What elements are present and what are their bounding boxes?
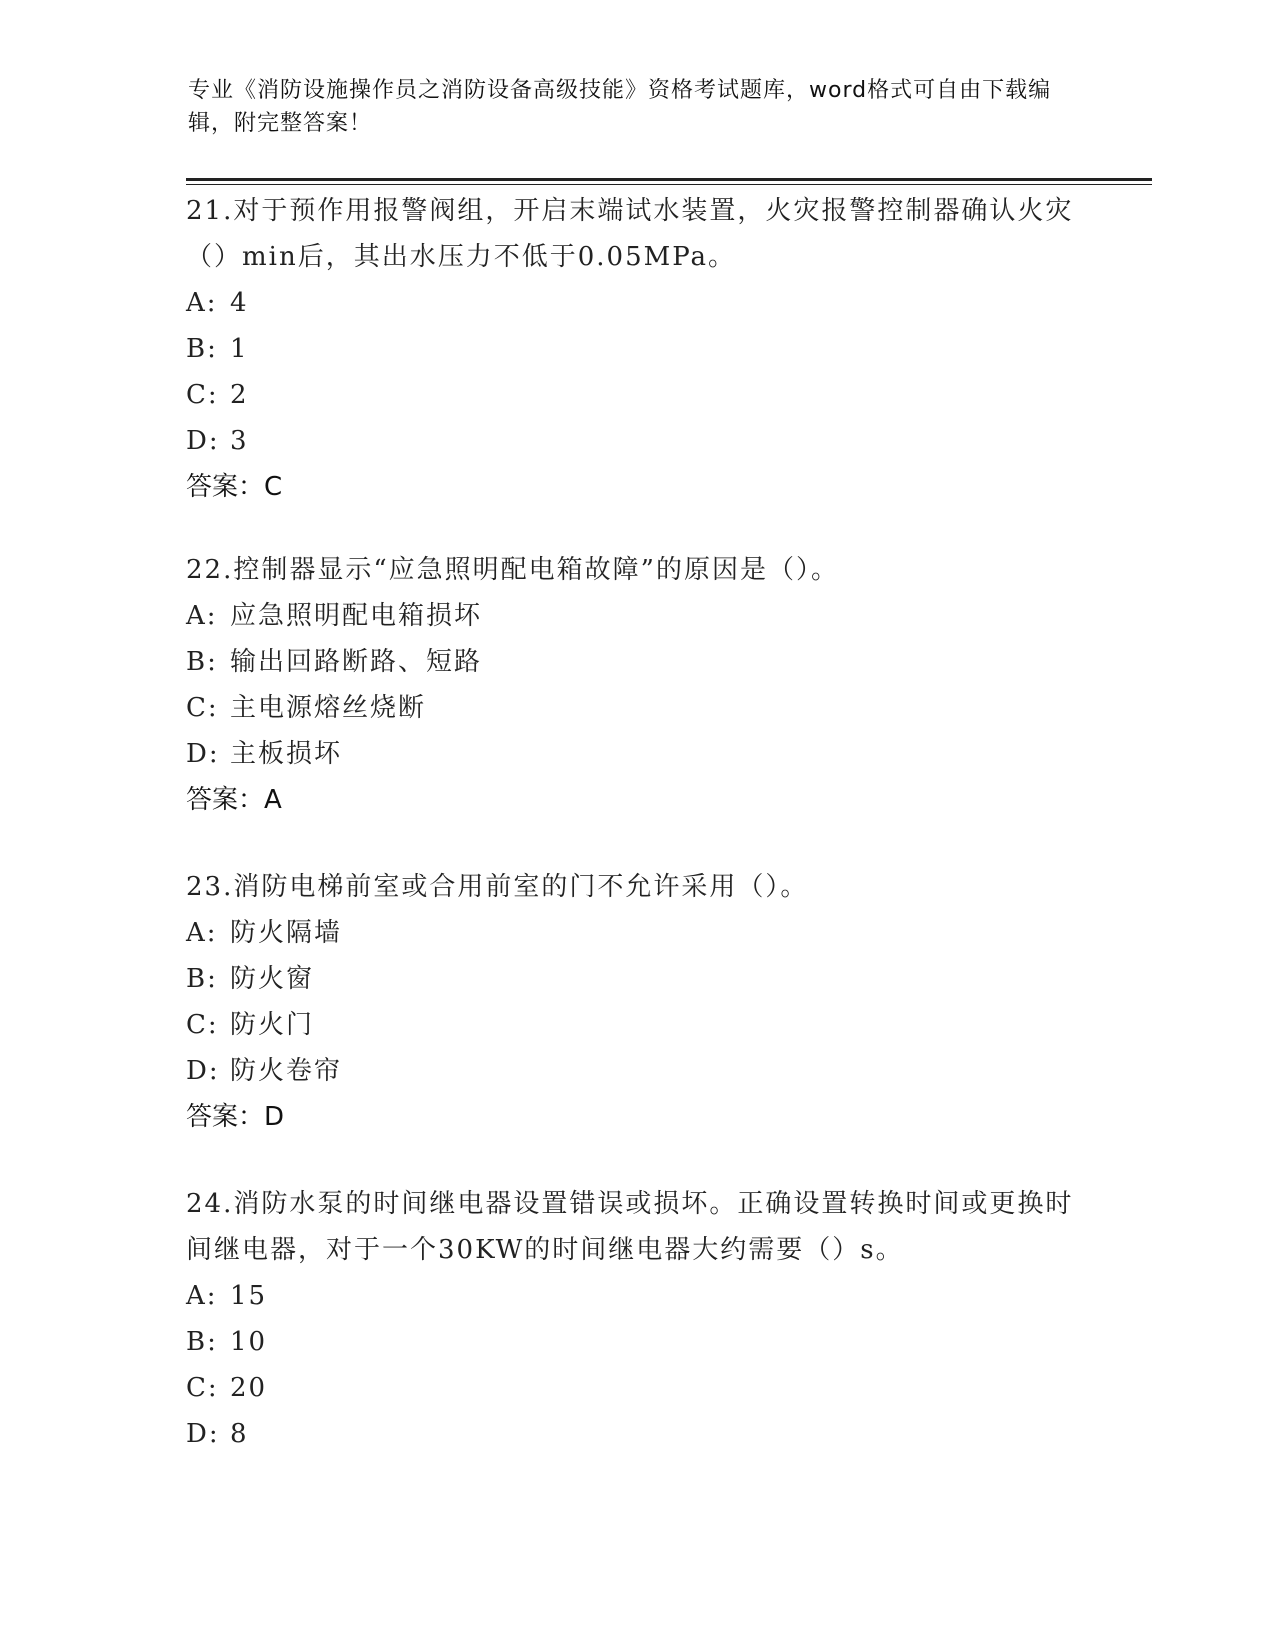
option-letter: A: <box>186 918 218 948</box>
option-letter: D: <box>186 426 220 456</box>
option-c <box>186 1365 1086 1411</box>
question-text <box>186 1181 1086 1273</box>
option-b <box>186 639 1086 685</box>
header-divider-thick <box>186 178 1152 181</box>
option-text: 15 <box>230 1281 268 1311</box>
option-text: 防火窗 <box>230 964 315 994</box>
option-b <box>186 1319 1086 1365</box>
option-a <box>186 1273 1086 1319</box>
option-d <box>186 1411 1086 1457</box>
option-text: 20 <box>230 1373 268 1403</box>
option-a <box>186 593 1086 639</box>
option-letter: B: <box>186 964 218 994</box>
answer-line: 答案：C <box>186 472 283 502</box>
option-text: 1 <box>230 334 249 364</box>
option-b <box>186 326 1086 372</box>
option-d <box>186 731 1086 777</box>
question-text <box>186 547 1086 593</box>
header-divider-thin <box>186 184 1152 185</box>
option-letter: D: <box>186 1056 220 1086</box>
option-b <box>186 956 1086 1002</box>
option-a <box>186 280 1086 326</box>
answer-line: 答案：D <box>186 1102 285 1132</box>
option-text: 防火隔墙 <box>230 918 343 948</box>
question-number: 21. <box>186 196 234 226</box>
question-number: 24. <box>186 1189 234 1219</box>
option-letter: B: <box>186 334 218 364</box>
option-text: 2 <box>230 380 249 410</box>
option-text: 3 <box>230 426 249 456</box>
document-intro <box>188 74 1068 140</box>
option-letter: B: <box>186 647 218 677</box>
option-c <box>186 372 1086 418</box>
option-text: 输出回路断路、短路 <box>230 647 483 677</box>
option-text: 应急照明配电箱损坏 <box>230 601 483 631</box>
question-body: 对于预作用报警阀组，开启末端试水装置，火灾报警控制器确认火灾（）min后，其出水压力不低于0.05MPa。 <box>186 196 1074 272</box>
option-text: 防火门 <box>230 1010 315 1040</box>
option-letter: D: <box>186 739 220 769</box>
question-text <box>186 864 1086 910</box>
option-letter: C: <box>186 693 219 723</box>
option-letter: C: <box>186 1010 219 1040</box>
option-text: 主板损坏 <box>230 739 343 769</box>
option-letter: A: <box>186 1281 218 1311</box>
question-body: 消防水泵的时间继电器设置错误或损坏。正确设置转换时间或更换时间继电器，对于一个30KW的时间继电器大约需要（）s。 <box>186 1189 1074 1265</box>
question-text <box>186 188 1086 280</box>
option-d <box>186 418 1086 464</box>
answer-line: 答案：A <box>186 785 282 815</box>
question-24 <box>186 1181 1086 1457</box>
question-body: 消防电梯前室或合用前室的门不允许采用（）。 <box>233 872 809 902</box>
question-number: 23. <box>186 872 234 902</box>
option-letter: A: <box>186 601 218 631</box>
question-22 <box>186 547 1086 823</box>
question-number: 22. <box>186 555 234 585</box>
option-letter: B: <box>186 1327 218 1357</box>
option-text: 4 <box>230 288 249 318</box>
question-body: 控制器显示“应急照明配电箱故障”的原因是（）。 <box>233 555 839 585</box>
option-letter: C: <box>186 1373 219 1403</box>
option-c <box>186 685 1086 731</box>
option-text: 8 <box>230 1419 249 1449</box>
question-21 <box>186 188 1086 510</box>
option-c <box>186 1002 1086 1048</box>
option-text: 防火卷帘 <box>230 1056 343 1086</box>
option-letter: C: <box>186 380 219 410</box>
option-d <box>186 1048 1086 1094</box>
option-text: 主电源熔丝烧断 <box>230 693 427 723</box>
question-23 <box>186 864 1086 1140</box>
option-text: 10 <box>230 1327 268 1357</box>
option-letter: A: <box>186 288 218 318</box>
intro-text: 专业《消防设施操作员之消防设备高级技能》资格考试题库，word格式可自由下载编辑，附完整答案！ <box>188 78 1052 136</box>
option-a <box>186 910 1086 956</box>
option-letter: D: <box>186 1419 220 1449</box>
